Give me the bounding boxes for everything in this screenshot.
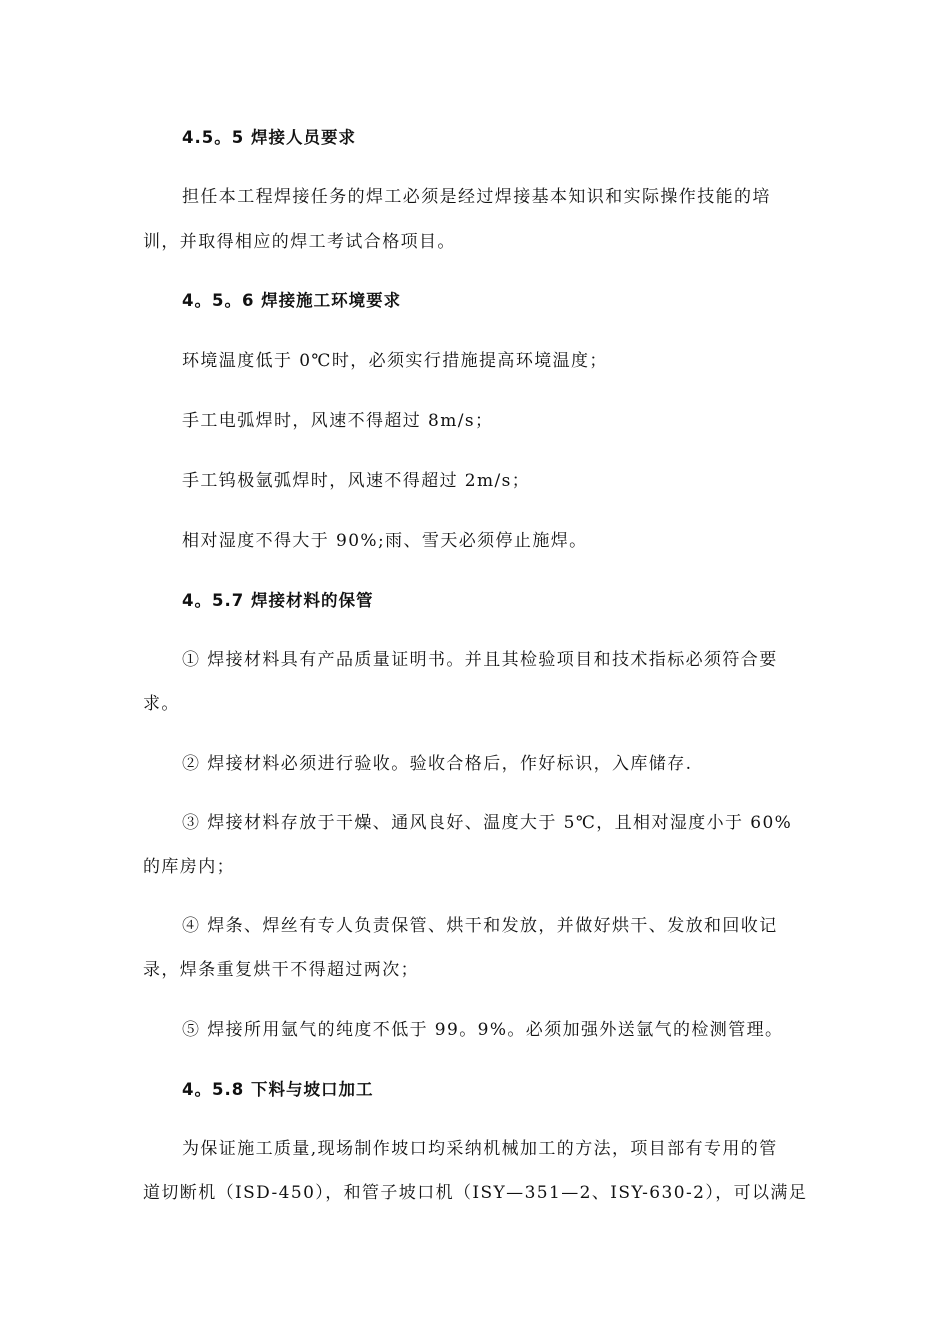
section-heading-4-5-8: 4。5.8 下料与坡口加工 <box>182 1080 374 1099</box>
paragraph-line: 为保证施工质量,现场制作坡口均采纳机械加工的方法，项目部有专用的管 <box>182 1139 778 1159</box>
section-heading-4-5-6: 4。5。6 焊接施工环境要求 <box>182 291 402 310</box>
section-heading-4-5-5: 4.5。5 焊接人员要求 <box>182 128 356 147</box>
section-heading-4-5-7: 4。5.7 焊接材料的保管 <box>182 591 374 610</box>
list-item-line: ⑤ 焊接所用氩气的纯度不低于 99。9%。必须加强外送氩气的检测管理。 <box>182 1020 784 1040</box>
list-item-line: 录，焊条重复烘干不得超过两次； <box>143 960 419 980</box>
list-item-line: 的库房内； <box>143 857 235 877</box>
list-item-line: 求。 <box>143 694 180 714</box>
list-item-line: ④ 焊条、焊丝有专人负责保管、烘干和发放，并做好烘干、发放和回收记 <box>182 916 778 936</box>
paragraph-line: 担任本工程焊接任务的焊工必须是经过焊接基本知识和实际操作技能的培 <box>182 187 771 207</box>
paragraph-line: 训，并取得相应的焊工考试合格项目。 <box>143 232 456 252</box>
paragraph-line: 手工钨极氩弧焊时，风速不得超过 2m/s； <box>182 471 531 491</box>
paragraph-line: 道切断机（ISD-450），和管子坡口机（ISY—351—2、ISY-630-2），可以满足 <box>143 1183 808 1203</box>
list-item-line: ① 焊接材料具有产品质量证明书。并且其检验项目和技术指标必须符合要 <box>182 650 778 670</box>
paragraph-line: 相对湿度不得大于 90%;雨、雪天必须停止施焊。 <box>182 531 588 551</box>
list-item-line: ② 焊接材料必须进行验收。验收合格后，作好标识，入库储存. <box>182 754 693 774</box>
paragraph-line: 手工电弧焊时，风速不得超过 8m/s； <box>182 411 494 431</box>
list-item-line: ③ 焊接材料存放于干燥、通风良好、温度大于 5℃，且相对湿度小于 60% <box>182 813 793 833</box>
paragraph-line: 环境温度低于 0℃时，必须实行措施提高环境温度； <box>182 351 608 371</box>
